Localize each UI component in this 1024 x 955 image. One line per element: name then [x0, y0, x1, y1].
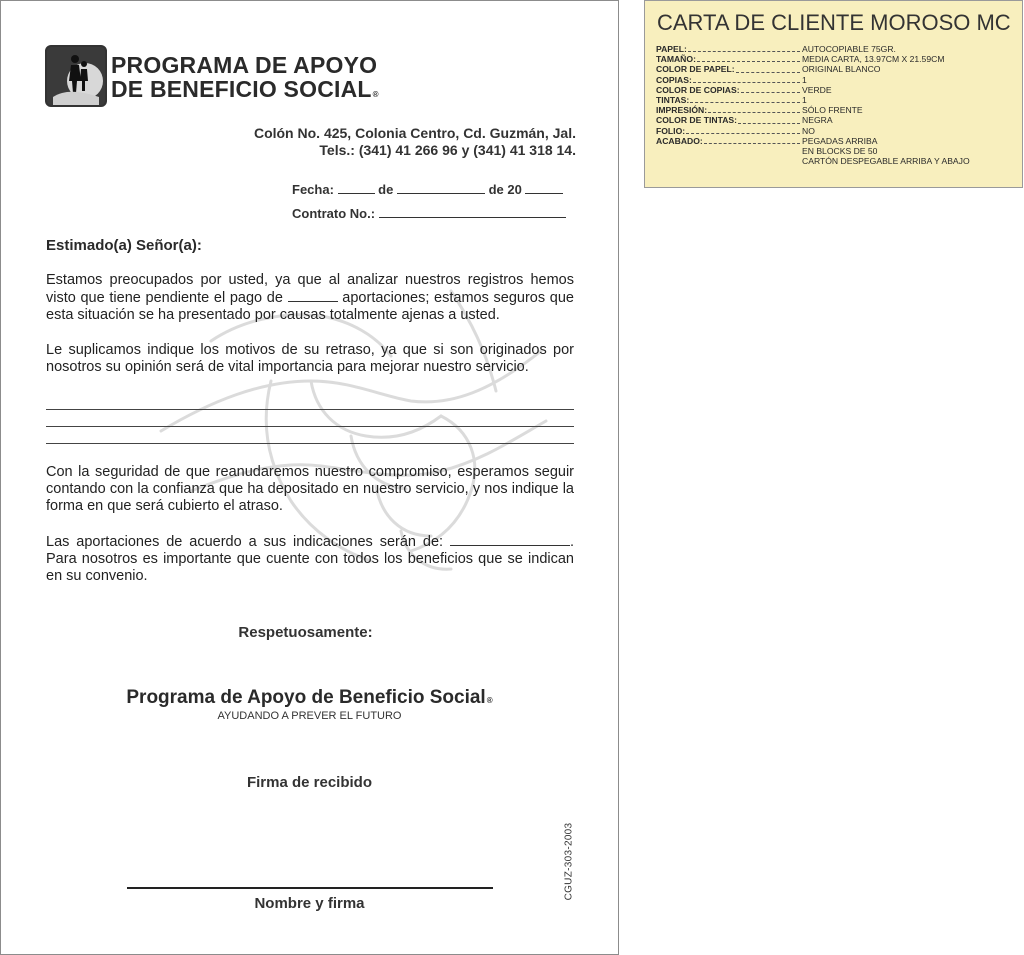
- spec-label-text: COPIAS:: [656, 74, 692, 85]
- de-label: de: [378, 182, 394, 197]
- paragraph-4: Las aportaciones de acuerdo a sus indicaciones serán de: . Para nosotros es importante que cuente con todos los beneficios que se indican en su convenio.: [46, 534, 575, 584]
- receipt-label: Firma de recibido: [246, 774, 373, 791]
- spec-title: CARTA DE CLIENTE MOROSO MC: [657, 10, 1011, 35]
- spec-label: [656, 126, 801, 136]
- form-code: CGUZ-303-2003: [563, 822, 575, 901]
- spec-row: [656, 44, 970, 54]
- spec-row: [656, 75, 970, 85]
- spec-value: ORIGINAL BLANCO: [802, 64, 881, 75]
- paragraph-4-part-b: Para nosotros es importante que cuente con todos los beneficios que se indican en su convenio.: [46, 551, 574, 584]
- spec-value: EN BLOCKS DE 50: [802, 146, 878, 157]
- spec-value: NEGRA: [802, 115, 833, 126]
- paragraph-2: Le suplicamos indique los motivos de su retraso, ya que si son originados por nosotros su opinión será de vital importancia para mejorar nuestro servicio.: [46, 342, 574, 375]
- contrato-label: Contrato No.:: [292, 206, 376, 221]
- spec-label-text: TINTAS:: [656, 95, 690, 106]
- spec-row: [656, 126, 970, 136]
- paragraph-1-part-b: aportaciones; estamos seguros que esta situación se ha presentado por causas totalmente ajenas a usted.: [46, 290, 574, 323]
- name-sign-label: Nombre y firma: [254, 895, 365, 912]
- spec-rows: [656, 44, 970, 166]
- fecha-label: Fecha:: [292, 182, 334, 197]
- signature-org-name: Programa de Apoyo de Beneficio Social: [126, 687, 486, 708]
- spec-leader-dots: [738, 115, 800, 123]
- spec-label-text: IMPRESIÓN:: [656, 105, 708, 116]
- spec-label: [656, 136, 801, 146]
- address-line-1: Colón No. 425, Colonia Centro, Cd. Guzmán, Jal.: [253, 125, 576, 141]
- spec-label-text: PAPEL:: [656, 44, 687, 54]
- spec-row: [656, 146, 970, 156]
- spec-label: [656, 54, 801, 64]
- signature-registered-mark: ®: [486, 696, 493, 705]
- registered-mark: ®: [372, 90, 379, 99]
- answer-line-3[interactable]: [46, 443, 574, 444]
- brand-line-1: PROGRAMA DE APOYO: [111, 52, 378, 78]
- contributions-amount-blank[interactable]: [450, 533, 570, 546]
- spec-value: 1: [802, 74, 807, 85]
- address-line-2: Tels.: (341) 41 266 96 y (341) 41 318 14.: [319, 142, 576, 158]
- slogan: AYUDANDO A PREVER EL FUTURO: [217, 710, 402, 722]
- spec-label-text: COLOR DE PAPEL:: [656, 64, 735, 75]
- spec-label: [656, 115, 801, 125]
- spec-value: AUTOCOPIABLE 75GR.: [802, 44, 896, 54]
- spec-row: [656, 105, 970, 115]
- address-block: [254, 125, 576, 159]
- contributions-blank[interactable]: [288, 289, 338, 302]
- logo: [45, 45, 107, 107]
- paragraph-1-part-a: Estamos preocupados por usted, ya que al analizar nuestros registros hemos visto que tiene pendiente el pago de: [46, 272, 574, 306]
- contract-number-blank[interactable]: [379, 207, 566, 218]
- spec-label-text: ACABADO:: [656, 135, 703, 146]
- year-blank[interactable]: [525, 183, 563, 194]
- spec-leader-dots: [690, 95, 800, 103]
- spec-value: MEDIA CARTA, 13.97CM X 21.59CM: [802, 54, 945, 65]
- brand-title: [111, 53, 379, 107]
- spec-value: PEGADAS ARRIBA: [802, 135, 878, 146]
- spec-label-text: COLOR DE TINTAS:: [656, 115, 737, 126]
- spec-row: [656, 156, 970, 166]
- spec-label: [656, 85, 801, 95]
- spec-label: [656, 64, 801, 74]
- spec-row: [656, 64, 970, 74]
- spec-leader-dots: [704, 136, 800, 144]
- paragraph-4-part-a: Las aportaciones de acuerdo a sus indicaciones serán de:: [46, 534, 444, 550]
- contract-row: [292, 206, 566, 221]
- closing: Respetuosamente:: [238, 624, 373, 641]
- signature-line[interactable]: [127, 887, 493, 889]
- answer-line-2[interactable]: [46, 426, 574, 427]
- brand-line-2: DE BENEFICIO SOCIAL: [111, 76, 372, 102]
- spec-value: NO: [802, 125, 815, 136]
- spec-label: [656, 146, 801, 156]
- answer-line-1[interactable]: [46, 409, 574, 410]
- spec-label: [656, 105, 801, 115]
- month-blank[interactable]: [397, 183, 485, 194]
- spec-label: [656, 44, 801, 54]
- spec-row: [656, 136, 970, 146]
- spec-leader-dots: [708, 105, 800, 113]
- spec-panel: [644, 0, 1023, 188]
- date-row: [292, 182, 563, 197]
- spec-row: [656, 85, 970, 95]
- day-blank[interactable]: [338, 183, 375, 194]
- spec-leader-dots: [686, 126, 800, 134]
- spec-label-text: TAMAÑO:: [656, 54, 696, 65]
- family-logo-icon: [47, 47, 105, 105]
- signature-org: [1, 687, 618, 709]
- paragraph-1: [46, 272, 574, 324]
- spec-value: VERDE: [802, 84, 832, 95]
- spec-row: [656, 95, 970, 105]
- spec-label-text: FOLIO:: [656, 125, 686, 136]
- spec-label: [656, 75, 801, 85]
- spec-value: SÓLO FRENTE: [802, 105, 863, 116]
- spec-row: [656, 115, 970, 125]
- spec-leader-dots: [736, 64, 800, 72]
- spec-label-text: COLOR DE COPIAS:: [656, 84, 740, 95]
- paragraph-3: Con la seguridad de que reanudaremos nuestro compromiso, esperamos seguir contando con la confianza que ha depositado en nuestro servicio, y nos indique la forma en que será cubierto el atraso.: [46, 464, 574, 514]
- spec-row: [656, 54, 970, 64]
- spec-leader-dots: [693, 75, 800, 83]
- spec-leader-dots: [688, 44, 800, 52]
- de20-label: de 20: [488, 182, 522, 197]
- spec-value: CARTÓN DESPEGABLE ARRIBA Y ABAJO: [802, 156, 970, 167]
- spec-leader-dots: [741, 85, 800, 93]
- spec-value: 1: [802, 95, 807, 106]
- spec-label: [656, 156, 801, 166]
- spec-label: [656, 95, 801, 105]
- greeting: Estimado(a) Señor(a):: [46, 237, 202, 254]
- spec-leader-dots: [697, 54, 800, 62]
